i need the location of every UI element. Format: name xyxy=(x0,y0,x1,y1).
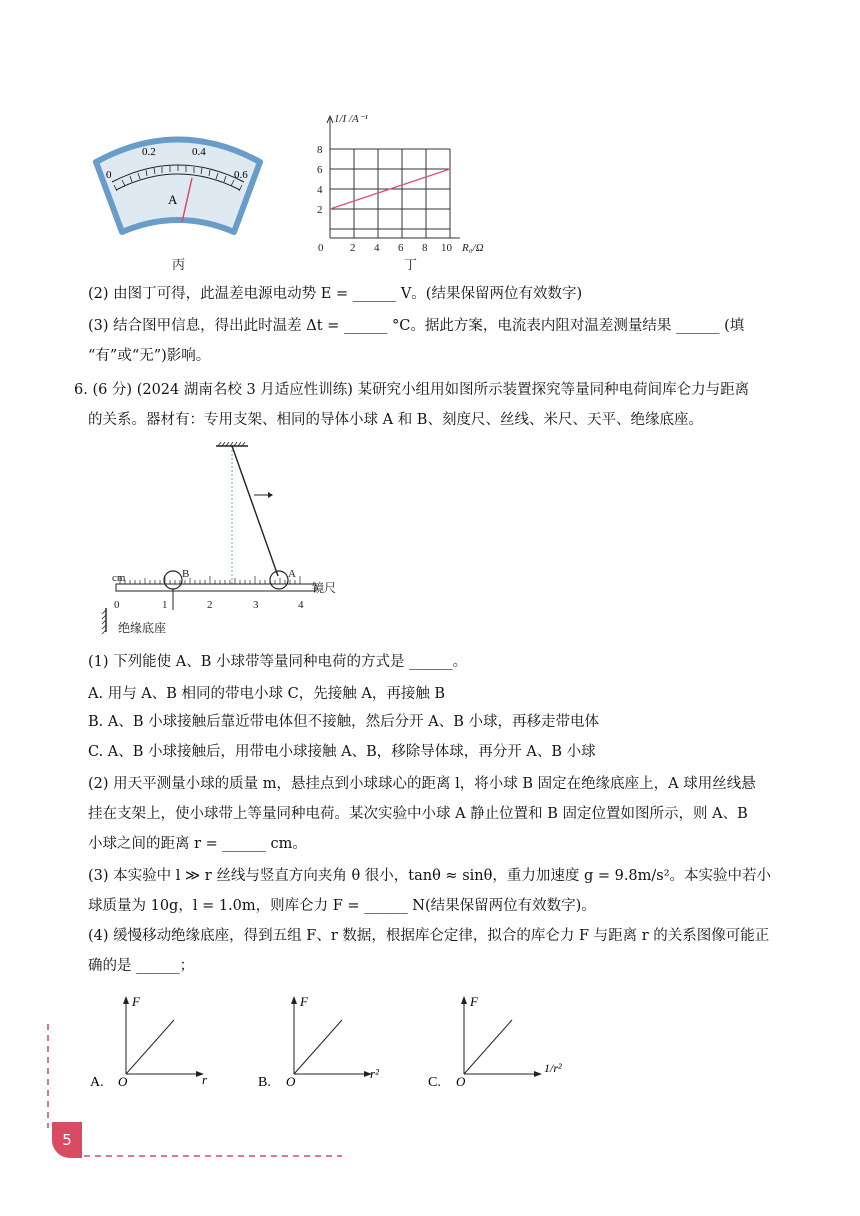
scale-3: 3 xyxy=(253,599,259,611)
meter-unit: A xyxy=(168,192,178,207)
meter-tick-02: 0.2 xyxy=(142,146,156,158)
option-c-label: C. xyxy=(428,1075,441,1090)
x-tick-10: 10 xyxy=(441,242,452,254)
q6-option-a: A. 用与 A、B 相同的带电小球 C，先接触 A，再接触 B xyxy=(88,686,446,702)
option-b-x: r² xyxy=(370,1066,379,1081)
option-b-label: B. xyxy=(258,1075,271,1090)
q5-part3-line2: “有”或“无”)影响。 xyxy=(88,348,211,364)
ammeter-figure xyxy=(88,122,268,252)
option-a-y: F xyxy=(132,994,140,1009)
q6-part2-line2: 挂在支架上，使小球带上等量同种电荷。某次实验中小球 A 静止位置和 B 固定位置如图所示，则 A、B xyxy=(88,806,748,822)
option-a-origin: O xyxy=(118,1074,128,1089)
apparatus-figure xyxy=(96,440,356,640)
x-tick-2: 2 xyxy=(350,242,356,254)
q6-part2-line1: (2) 用天平测量小球的质量 m，悬挂点到小球球心的距离 l，将小球 B 固定在绝缘底座上，A 球用丝线悬 xyxy=(88,776,756,792)
meter-tick-0: 0 xyxy=(106,169,112,181)
label-a: A xyxy=(288,568,296,580)
meter-tick-04: 0.4 xyxy=(192,146,206,158)
q6-part3-line2: 球质量为 10g，l = 1.0m，则库仑力 F = ______ N(结果保留两位有效数字)。 xyxy=(88,898,596,914)
q6-part1: (1) 下列能使 A、B 小球带等量同种电荷的方式是 ______。 xyxy=(88,654,468,670)
q6-part4-line2: 确的是 ______； xyxy=(88,958,195,974)
y-axis-label: 1/I /A⁻¹ xyxy=(334,113,368,125)
scale-unit: cm xyxy=(112,572,126,584)
page-number: 5 xyxy=(52,1122,82,1158)
scale-0: 0 xyxy=(114,599,120,611)
base-label: 绝缘底座 xyxy=(118,621,167,635)
meter-tick-06: 0.6 xyxy=(234,169,248,181)
x-tick-8: 8 xyxy=(422,242,428,254)
scale-2: 2 xyxy=(207,599,213,611)
y-tick-4: 4 xyxy=(317,184,323,196)
graph-ding xyxy=(310,106,510,256)
q6-part4-line1: (4) 缓慢移动绝缘底座，得到五组 F、r 数据，根据库仑定律，拟合的库仑力 F 与距离 r 的关系图像可能正 xyxy=(88,928,770,944)
label-b: B xyxy=(182,568,190,580)
caption-ding: 丁 xyxy=(404,258,418,273)
graph-option-c xyxy=(428,990,588,1090)
option-c-y: F xyxy=(470,994,478,1009)
x-axis-label: R₀/Ω xyxy=(462,242,484,254)
q6-part2-line3: 小球之间的距离 r = ______ cm。 xyxy=(88,836,307,852)
option-b-origin: O xyxy=(286,1074,296,1089)
option-b-y: F xyxy=(300,994,308,1009)
q6-part3-line1: (3) 本实验中 l ≫ r 丝线与竖直方向夹角 θ 很小，tanθ ≈ sinθ，重力加速度 g = 9.8m/s²。本实验中若小 xyxy=(88,868,772,884)
q5-part3-line1: (3) 结合图甲信息，得出此时温差 Δt = ______ °C。据此方案，电流表内阻对温差测量结果 ______ (填 xyxy=(88,318,745,334)
y-tick-6: 6 xyxy=(317,164,323,176)
option-c-origin: O xyxy=(456,1074,466,1089)
y-tick-2: 2 xyxy=(317,204,323,216)
x-tick-4: 4 xyxy=(374,242,380,254)
x-tick-0: 0 xyxy=(318,242,324,254)
page-corner-decoration xyxy=(40,1016,360,1166)
scale-1: 1 xyxy=(162,599,168,611)
option-c-x: 1/r² xyxy=(544,1061,562,1075)
q6-stem-line2: 的关系。器材有：专用支架、相同的导体小球 A 和 B、刻度尺、丝线、米尺、天平、绝缘底座。 xyxy=(88,412,703,428)
q6-option-c: C. A、B 小球接触后，用带电小球接触 A、B，移除导体球，再分开 A、B 小球 xyxy=(88,744,596,760)
option-a-x: r xyxy=(202,1072,208,1087)
caption-bing: 丙 xyxy=(172,258,186,273)
q6-stem-line1: 6. (6 分) (2024 湖南名校 3 月适应性训练) 某研究小组用如图所示装置探究等量同种电荷间库仑力与距离 xyxy=(74,382,750,398)
x-tick-6: 6 xyxy=(398,242,404,254)
q5-part2: (2) 由图丁可得，此温差电源电动势 E = ______ V。(结果保留两位有效数字) xyxy=(88,286,583,302)
ruler-label: 镜尺 xyxy=(312,581,337,595)
scale-4: 4 xyxy=(298,599,304,611)
y-tick-8: 8 xyxy=(317,144,323,156)
q6-option-b: B. A、B 小球接触后靠近带电体但不接触，然后分开 A、B 小球，再移走带电体 xyxy=(88,714,599,730)
option-a-label: A. xyxy=(90,1075,104,1090)
